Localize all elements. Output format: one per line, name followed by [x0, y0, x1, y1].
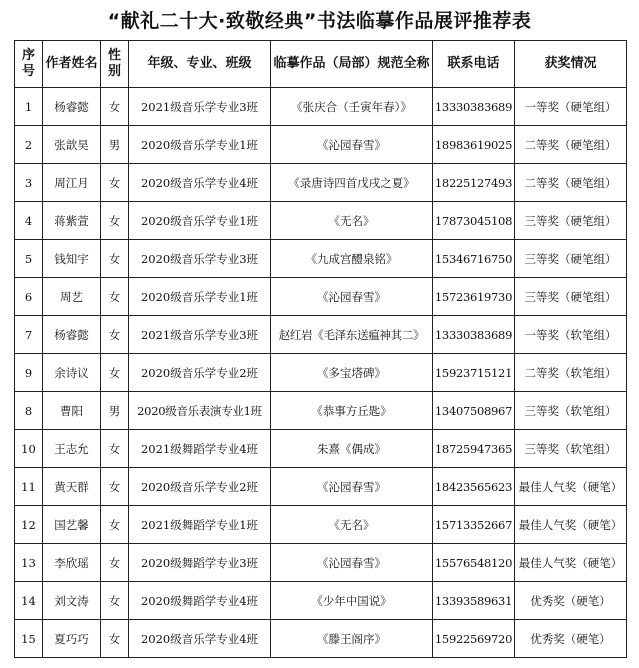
cell-name: 曹阳: [43, 392, 101, 430]
cell-gender: 女: [101, 164, 129, 202]
cell-work: 《无名》: [271, 506, 433, 544]
cell-no: 15: [15, 620, 43, 658]
table-row: [15, 316, 627, 354]
cell-grade: 2020级音乐学专业4班: [129, 164, 271, 202]
cell-grade: 2020级舞蹈学专业3班: [129, 544, 271, 582]
header-no: 序号: [15, 41, 43, 88]
header-phone: 联系电话: [433, 41, 515, 88]
cell-name: 杨睿懿: [43, 88, 101, 126]
cell-award: 一等奖（软笔组）: [515, 316, 627, 354]
cell-name: 刘文涛: [43, 582, 101, 620]
cell-phone: 13330383689: [433, 316, 515, 354]
cell-name: 夏巧巧: [43, 620, 101, 658]
cell-award: 三等奖（软笔组）: [515, 430, 627, 468]
cell-name: 钱知宇: [43, 240, 101, 278]
cell-phone: 15923715121: [433, 354, 515, 392]
cell-work: 朱熹《偶成》: [271, 430, 433, 468]
cell-name: 余诗议: [43, 354, 101, 392]
table-header-row: [15, 41, 627, 88]
table-row: [15, 88, 627, 126]
cell-award: 优秀奖（硬笔）: [515, 620, 627, 658]
cell-grade: 2020级音乐学专业4班: [129, 620, 271, 658]
cell-grade: 2020级音乐学专业1班: [129, 202, 271, 240]
header-name: 作者姓名: [43, 41, 101, 88]
table-row: [15, 202, 627, 240]
cell-award: 三等奖（硬笔组）: [515, 202, 627, 240]
cell-name: 杨睿懿: [43, 316, 101, 354]
cell-phone: 18423565623: [433, 468, 515, 506]
cell-gender: 女: [101, 88, 129, 126]
cell-grade: 2021级舞蹈学专业1班: [129, 506, 271, 544]
cell-grade: 2020级舞蹈学专业4班: [129, 582, 271, 620]
cell-work: 《少年中国说》: [271, 582, 433, 620]
cell-work: 《张庆合（壬寅年春）》: [271, 88, 433, 126]
cell-name: 国艺馨: [43, 506, 101, 544]
cell-award: 最佳人气奖（硬笔）: [515, 468, 627, 506]
cell-no: 7: [15, 316, 43, 354]
cell-no: 13: [15, 544, 43, 582]
cell-grade: 2021级音乐学专业3班: [129, 316, 271, 354]
cell-award: 最佳人气奖（硬笔）: [515, 506, 627, 544]
cell-award: 三等奖（硬笔组）: [515, 240, 627, 278]
cell-no: 2: [15, 126, 43, 164]
cell-gender: 女: [101, 278, 129, 316]
cell-work: 《沁园春雪》: [271, 468, 433, 506]
cell-no: 10: [15, 430, 43, 468]
cell-name: 王志允: [43, 430, 101, 468]
table-row: [15, 164, 627, 202]
cell-no: 4: [15, 202, 43, 240]
cell-work: 《沁园春雪》: [271, 544, 433, 582]
cell-phone: 15346716750: [433, 240, 515, 278]
cell-award: 二等奖（硬笔组）: [515, 164, 627, 202]
cell-phone: 15922569720: [433, 620, 515, 658]
cell-gender: 女: [101, 354, 129, 392]
table-row: [15, 544, 627, 582]
cell-grade: 2020级音乐学专业1班: [129, 278, 271, 316]
cell-no: 3: [15, 164, 43, 202]
cell-phone: 15576548120: [433, 544, 515, 582]
cell-gender: 女: [101, 620, 129, 658]
cell-work: 《恭事方丘匙》: [271, 392, 433, 430]
cell-gender: 女: [101, 468, 129, 506]
cell-grade: 2020级音乐学专业3班: [129, 240, 271, 278]
cell-no: 12: [15, 506, 43, 544]
cell-gender: 女: [101, 544, 129, 582]
cell-work: 《无名》: [271, 202, 433, 240]
cell-work: 《录唐诗四首戊戌之夏》: [271, 164, 433, 202]
table-row: [15, 506, 627, 544]
table-row: [15, 430, 627, 468]
award-table: [14, 40, 627, 658]
cell-no: 8: [15, 392, 43, 430]
cell-gender: 女: [101, 582, 129, 620]
cell-name: 张歆昊: [43, 126, 101, 164]
cell-work: 《沁园春雪》: [271, 278, 433, 316]
cell-work: 赵红岩《毛泽东送瘟神其二》: [271, 316, 433, 354]
cell-gender: 男: [101, 126, 129, 164]
cell-no: 14: [15, 582, 43, 620]
cell-phone: 13330383689: [433, 88, 515, 126]
cell-award: 三等奖（硬笔组）: [515, 278, 627, 316]
cell-grade: 2020级音乐学专业2班: [129, 354, 271, 392]
cell-work: 《多宝塔碑》: [271, 354, 433, 392]
header-work: 临摹作品（局部）规范全称: [271, 41, 433, 88]
cell-name: 蒋紫萱: [43, 202, 101, 240]
cell-work: 《沁园春雪》: [271, 126, 433, 164]
cell-no: 5: [15, 240, 43, 278]
header-grade: 年级、专业、班级: [129, 41, 271, 88]
cell-name: 周艺: [43, 278, 101, 316]
cell-name: 黄天群: [43, 468, 101, 506]
table-row: [15, 240, 627, 278]
cell-award: 三等奖（软笔组）: [515, 392, 627, 430]
table-row: [15, 582, 627, 620]
cell-phone: 18725947365: [433, 430, 515, 468]
table-row: [15, 354, 627, 392]
cell-gender: 女: [101, 316, 129, 354]
table-row: [15, 126, 627, 164]
cell-gender: 女: [101, 202, 129, 240]
cell-phone: 13407508967: [433, 392, 515, 430]
table-row: [15, 278, 627, 316]
cell-no: 11: [15, 468, 43, 506]
cell-phone: 17873045108: [433, 202, 515, 240]
cell-grade: 2021级舞蹈学专业4班: [129, 430, 271, 468]
cell-gender: 女: [101, 240, 129, 278]
cell-award: 最佳人气奖（硬笔）: [515, 544, 627, 582]
cell-no: 6: [15, 278, 43, 316]
cell-award: 二等奖（硬笔组）: [515, 126, 627, 164]
header-gender: 性别: [101, 41, 129, 88]
cell-grade: 2021级音乐学专业3班: [129, 88, 271, 126]
cell-no: 1: [15, 88, 43, 126]
cell-grade: 2020级音乐表演专业1班: [129, 392, 271, 430]
cell-award: 一等奖（硬笔组）: [515, 88, 627, 126]
cell-phone: 15713352667: [433, 506, 515, 544]
cell-award: 优秀奖（硬笔）: [515, 582, 627, 620]
cell-grade: 2020级音乐学专业2班: [129, 468, 271, 506]
cell-phone: 18983619025: [433, 126, 515, 164]
cell-name: 李欣瑶: [43, 544, 101, 582]
table-row: [15, 468, 627, 506]
table-row: [15, 620, 627, 658]
cell-work: 《九成宫醴泉铭》: [271, 240, 433, 278]
cell-phone: 13393589631: [433, 582, 515, 620]
cell-phone: 15723619730: [433, 278, 515, 316]
cell-name: 周江月: [43, 164, 101, 202]
cell-gender: 女: [101, 430, 129, 468]
cell-award: 二等奖（软笔组）: [515, 354, 627, 392]
cell-gender: 女: [101, 506, 129, 544]
cell-gender: 男: [101, 392, 129, 430]
cell-no: 9: [15, 354, 43, 392]
table-row: [15, 392, 627, 430]
cell-grade: 2020级音乐学专业1班: [129, 126, 271, 164]
header-award: 获奖情况: [515, 41, 627, 88]
cell-work: 《滕王阁序》: [271, 620, 433, 658]
page-title: “献礼二十大·致敬经典”书法临摹作品展评推荐表: [107, 10, 532, 32]
cell-phone: 18225127493: [433, 164, 515, 202]
